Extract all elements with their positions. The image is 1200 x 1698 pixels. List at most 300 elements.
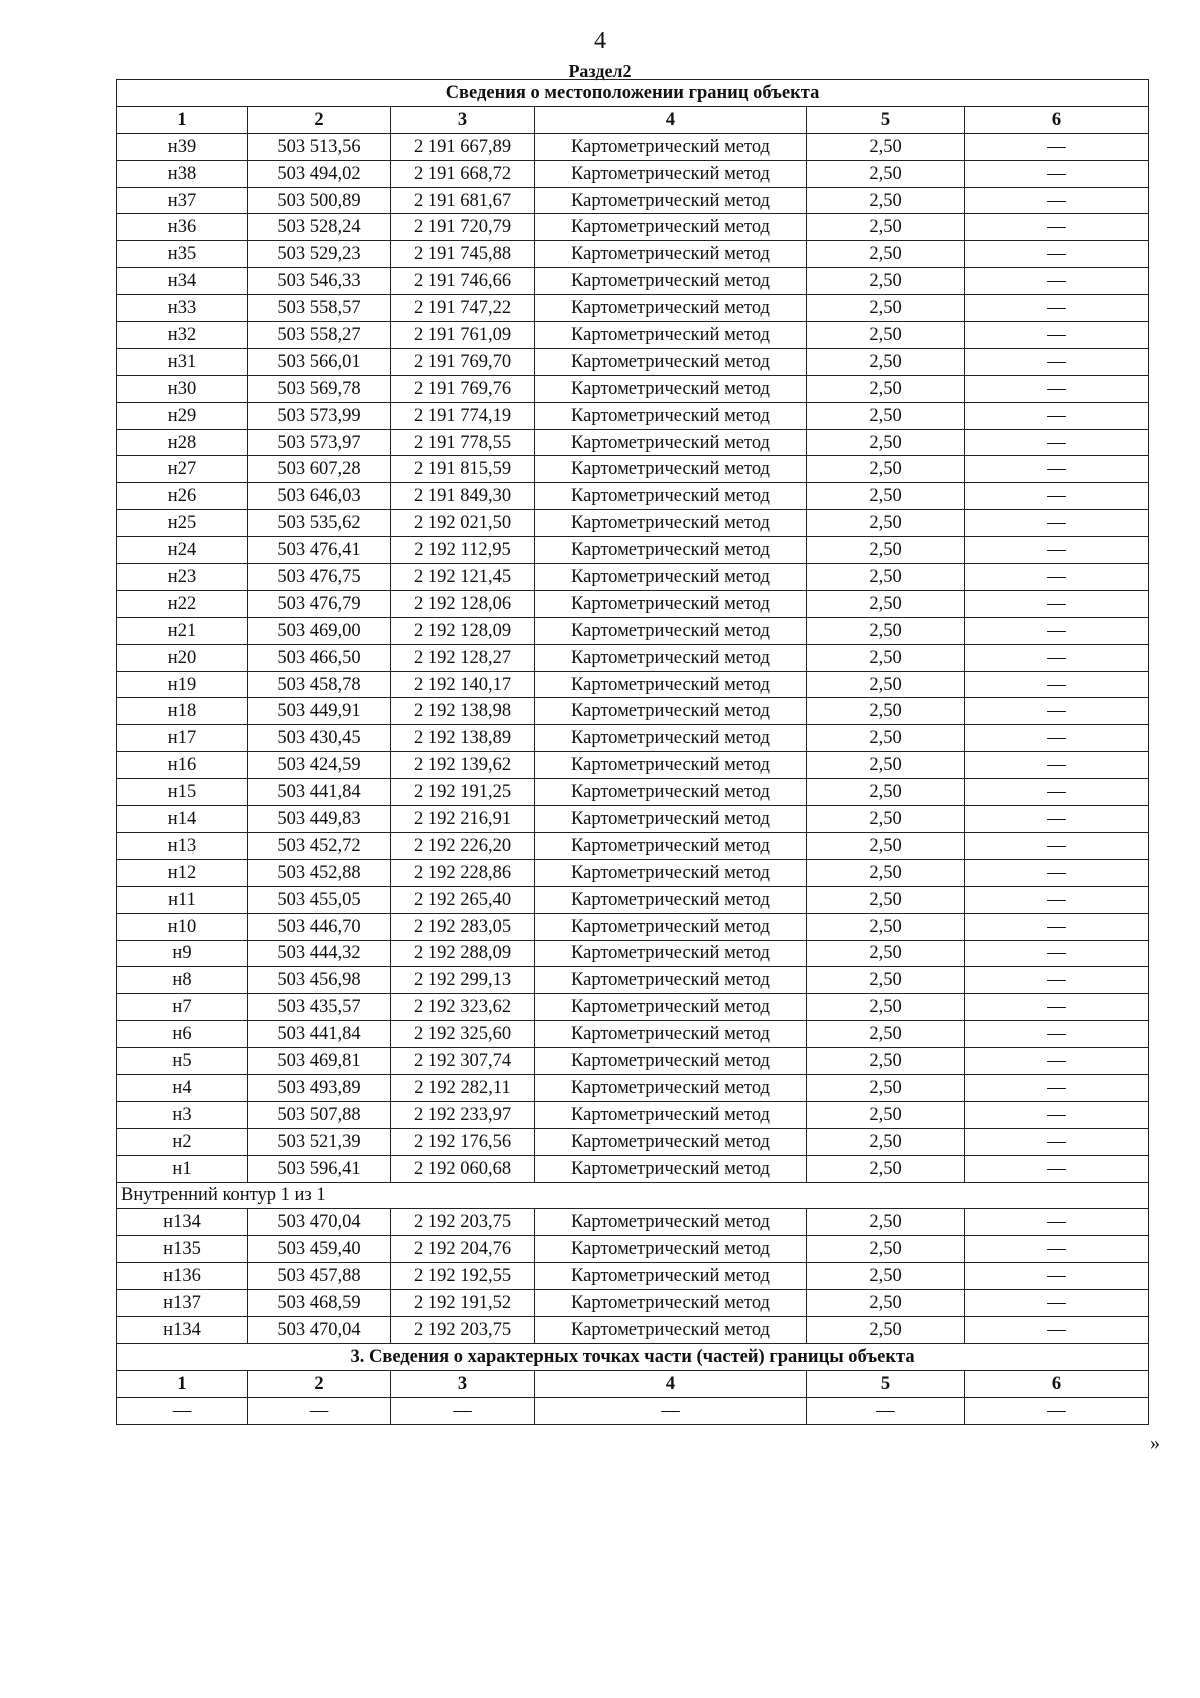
x-coordinate-cell: 503 528,24 (248, 214, 391, 241)
method-cell: Картометрический метод (535, 375, 807, 402)
accuracy-cell: 2,50 (807, 832, 965, 859)
method-cell: Картометрический метод (535, 322, 807, 349)
accuracy-cell: 2,50 (807, 1074, 965, 1101)
method-cell: Картометрический метод (535, 1048, 807, 1075)
y-coordinate-cell: 2 191 668,72 (391, 160, 535, 187)
accuracy-cell: 2,50 (807, 1209, 965, 1236)
method-cell: Картометрический метод (535, 671, 807, 698)
point-cell: н8 (117, 967, 248, 994)
note-cell: — (965, 886, 1149, 913)
table-row (117, 859, 1149, 886)
accuracy-cell: 2,50 (807, 779, 965, 806)
point-cell: н3 (117, 1101, 248, 1128)
x-coordinate-cell: 503 458,78 (248, 671, 391, 698)
y-coordinate-cell: 2 192 282,11 (391, 1074, 535, 1101)
y-coordinate-cell: 2 191 681,67 (391, 187, 535, 214)
table-row (117, 268, 1149, 295)
x-coordinate-cell: 503 558,57 (248, 295, 391, 322)
accuracy-cell: 2,50 (807, 160, 965, 187)
inner-contour-row (117, 1182, 1149, 1209)
note-cell: — (965, 295, 1149, 322)
table-row (117, 913, 1149, 940)
x-coordinate-cell: 503 493,89 (248, 1074, 391, 1101)
table-row (117, 1048, 1149, 1075)
note-cell: — (965, 1128, 1149, 1155)
accuracy-cell: 2,50 (807, 348, 965, 375)
y-coordinate-cell: 2 192 191,25 (391, 779, 535, 806)
y-coordinate-cell: 2 192 216,91 (391, 806, 535, 833)
part-caption: 3. Сведения о характерных точках части (частей) границы объекта (117, 1343, 1149, 1370)
y-coordinate-cell: 2 192 138,89 (391, 725, 535, 752)
table-row (117, 1074, 1149, 1101)
x-coordinate-cell: 503 469,00 (248, 617, 391, 644)
x-coordinate-cell: 503 507,88 (248, 1101, 391, 1128)
method-cell: Картометрический метод (535, 644, 807, 671)
part-empty-row (117, 1397, 1149, 1424)
method-cell: Картометрический метод (535, 752, 807, 779)
column-header: 4 (535, 106, 807, 133)
note-cell: — (965, 967, 1149, 994)
y-coordinate-cell: 2 191 815,59 (391, 456, 535, 483)
table-row (117, 429, 1149, 456)
point-cell: н12 (117, 859, 248, 886)
table-row (117, 644, 1149, 671)
note-cell: — (965, 1290, 1149, 1317)
y-coordinate-cell: 2 192 112,95 (391, 537, 535, 564)
point-cell: н137 (117, 1290, 248, 1317)
y-coordinate-cell: 2 192 128,27 (391, 644, 535, 671)
y-coordinate-cell: 2 192 140,17 (391, 671, 535, 698)
point-cell: н13 (117, 832, 248, 859)
table-row (117, 483, 1149, 510)
note-cell: — (965, 456, 1149, 483)
note-cell: — (965, 806, 1149, 833)
method-cell: Картометрический метод (535, 1101, 807, 1128)
note-cell: — (965, 644, 1149, 671)
note-cell: — (965, 1236, 1149, 1263)
accuracy-cell: 2,50 (807, 913, 965, 940)
x-coordinate-cell: 503 444,32 (248, 940, 391, 967)
method-cell: Картометрический метод (535, 806, 807, 833)
y-coordinate-cell: 2 192 226,20 (391, 832, 535, 859)
accuracy-cell: 2,50 (807, 994, 965, 1021)
accuracy-cell: 2,50 (807, 671, 965, 698)
y-coordinate-cell: 2 192 228,86 (391, 859, 535, 886)
x-coordinate-cell: 503 535,62 (248, 510, 391, 537)
note-cell: — (965, 214, 1149, 241)
point-cell: н17 (117, 725, 248, 752)
y-coordinate-cell: 2 192 325,60 (391, 1021, 535, 1048)
table-row (117, 564, 1149, 591)
accuracy-cell: 2,50 (807, 644, 965, 671)
accuracy-cell: 2,50 (807, 402, 965, 429)
x-coordinate-cell: 503 424,59 (248, 752, 391, 779)
accuracy-cell: 2,50 (807, 564, 965, 591)
y-coordinate-cell: 2 192 203,75 (391, 1209, 535, 1236)
closing-quote: » (1150, 1432, 1160, 1454)
accuracy-cell: 2,50 (807, 752, 965, 779)
x-coordinate-cell: 503 470,04 (248, 1316, 391, 1343)
accuracy-cell: 2,50 (807, 1048, 965, 1075)
x-coordinate-cell: 503 529,23 (248, 241, 391, 268)
point-cell: н135 (117, 1236, 248, 1263)
method-cell: Картометрический метод (535, 456, 807, 483)
accuracy-cell: 2,50 (807, 268, 965, 295)
point-cell: н34 (117, 268, 248, 295)
x-coordinate-cell: 503 546,33 (248, 268, 391, 295)
accuracy-cell: 2,50 (807, 1290, 965, 1317)
method-cell: Картометрический метод (535, 564, 807, 591)
table-row (117, 1155, 1149, 1182)
table-row (117, 806, 1149, 833)
y-coordinate-cell: 2 191 769,76 (391, 375, 535, 402)
accuracy-cell: 2,50 (807, 1101, 965, 1128)
point-cell: н27 (117, 456, 248, 483)
column-header: 4 (535, 1370, 807, 1397)
point-cell: н15 (117, 779, 248, 806)
method-cell: Картометрический метод (535, 133, 807, 160)
column-header: 1 (117, 1370, 248, 1397)
y-coordinate-cell: 2 191 849,30 (391, 483, 535, 510)
table-row (117, 698, 1149, 725)
note-cell: — (965, 322, 1149, 349)
y-coordinate-cell: 2 191 778,55 (391, 429, 535, 456)
table-row (117, 133, 1149, 160)
y-coordinate-cell: 2 192 299,13 (391, 967, 535, 994)
note-cell: — (965, 1074, 1149, 1101)
empty-cell: — (391, 1397, 535, 1424)
column-header: 6 (965, 106, 1149, 133)
y-coordinate-cell: 2 191 747,22 (391, 295, 535, 322)
accuracy-cell: 2,50 (807, 483, 965, 510)
table-row (117, 832, 1149, 859)
table-row (117, 187, 1149, 214)
table-row (117, 1128, 1149, 1155)
x-coordinate-cell: 503 607,28 (248, 456, 391, 483)
table-row (117, 375, 1149, 402)
y-coordinate-cell: 2 191 667,89 (391, 133, 535, 160)
accuracy-cell: 2,50 (807, 967, 965, 994)
point-cell: н16 (117, 752, 248, 779)
note-cell: — (965, 1316, 1149, 1343)
note-cell: — (965, 617, 1149, 644)
point-cell: н24 (117, 537, 248, 564)
note-cell: — (965, 241, 1149, 268)
table-row (117, 1101, 1149, 1128)
accuracy-cell: 2,50 (807, 375, 965, 402)
method-cell: Картометрический метод (535, 886, 807, 913)
y-coordinate-cell: 2 191 745,88 (391, 241, 535, 268)
x-coordinate-cell: 503 476,79 (248, 590, 391, 617)
method-cell: Картометрический метод (535, 214, 807, 241)
accuracy-cell: 2,50 (807, 1021, 965, 1048)
note-cell: — (965, 348, 1149, 375)
accuracy-cell: 2,50 (807, 295, 965, 322)
y-coordinate-cell: 2 192 192,55 (391, 1263, 535, 1290)
x-coordinate-cell: 503 573,97 (248, 429, 391, 456)
note-cell: — (965, 537, 1149, 564)
y-coordinate-cell: 2 192 283,05 (391, 913, 535, 940)
point-cell: н38 (117, 160, 248, 187)
point-cell: н32 (117, 322, 248, 349)
point-cell: н33 (117, 295, 248, 322)
note-cell: — (965, 779, 1149, 806)
y-coordinate-cell: 2 191 774,19 (391, 402, 535, 429)
accuracy-cell: 2,50 (807, 859, 965, 886)
method-cell: Картометрический метод (535, 160, 807, 187)
method-cell: Картометрический метод (535, 617, 807, 644)
table-caption-row (117, 80, 1149, 107)
accuracy-cell: 2,50 (807, 1155, 965, 1182)
note-cell: — (965, 698, 1149, 725)
x-coordinate-cell: 503 459,40 (248, 1236, 391, 1263)
page-number: 4 (594, 28, 606, 54)
method-cell: Картометрический метод (535, 913, 807, 940)
table-row (117, 725, 1149, 752)
x-coordinate-cell: 503 521,39 (248, 1128, 391, 1155)
y-coordinate-cell: 2 192 021,50 (391, 510, 535, 537)
empty-cell: — (117, 1397, 248, 1424)
column-header: 2 (248, 1370, 391, 1397)
x-coordinate-cell: 503 441,84 (248, 1021, 391, 1048)
boundary-coordinates-table (116, 79, 1149, 1425)
table-row (117, 590, 1149, 617)
note-cell: — (965, 913, 1149, 940)
point-cell: н35 (117, 241, 248, 268)
method-cell: Картометрический метод (535, 241, 807, 268)
section-title: Раздел2 (568, 61, 632, 81)
y-coordinate-cell: 2 192 139,62 (391, 752, 535, 779)
note-cell: — (965, 429, 1149, 456)
note-cell: — (965, 1155, 1149, 1182)
point-cell: н10 (117, 913, 248, 940)
empty-cell: — (807, 1397, 965, 1424)
note-cell: — (965, 752, 1149, 779)
inner-contour-label: Внутренний контур 1 из 1 (117, 1182, 1149, 1209)
note-cell: — (965, 1101, 1149, 1128)
x-coordinate-cell: 503 430,45 (248, 725, 391, 752)
method-cell: Картометрический метод (535, 295, 807, 322)
point-cell: н23 (117, 564, 248, 591)
point-cell: н30 (117, 375, 248, 402)
x-coordinate-cell: 503 446,70 (248, 913, 391, 940)
point-cell: н25 (117, 510, 248, 537)
accuracy-cell: 2,50 (807, 806, 965, 833)
note-cell: — (965, 564, 1149, 591)
y-coordinate-cell: 2 192 307,74 (391, 1048, 535, 1075)
accuracy-cell: 2,50 (807, 537, 965, 564)
y-coordinate-cell: 2 192 233,97 (391, 1101, 535, 1128)
table-row (117, 671, 1149, 698)
method-cell: Картометрический метод (535, 1263, 807, 1290)
y-coordinate-cell: 2 192 204,76 (391, 1236, 535, 1263)
method-cell: Картометрический метод (535, 1236, 807, 1263)
table-row (117, 1236, 1149, 1263)
point-cell: н20 (117, 644, 248, 671)
table-row (117, 295, 1149, 322)
note-cell: — (965, 1048, 1149, 1075)
point-cell: н7 (117, 994, 248, 1021)
point-cell: н6 (117, 1021, 248, 1048)
accuracy-cell: 2,50 (807, 214, 965, 241)
method-cell: Картометрический метод (535, 348, 807, 375)
table-row (117, 510, 1149, 537)
point-cell: н37 (117, 187, 248, 214)
table-row (117, 940, 1149, 967)
method-cell: Картометрический метод (535, 402, 807, 429)
y-coordinate-cell: 2 192 265,40 (391, 886, 535, 913)
point-cell: н134 (117, 1209, 248, 1236)
table-row (117, 402, 1149, 429)
x-coordinate-cell: 503 476,41 (248, 537, 391, 564)
accuracy-cell: 2,50 (807, 429, 965, 456)
table-row (117, 241, 1149, 268)
method-cell: Картометрический метод (535, 537, 807, 564)
method-cell: Картометрический метод (535, 859, 807, 886)
accuracy-cell: 2,50 (807, 1128, 965, 1155)
point-cell: н2 (117, 1128, 248, 1155)
accuracy-cell: 2,50 (807, 187, 965, 214)
column-header: 3 (391, 1370, 535, 1397)
accuracy-cell: 2,50 (807, 133, 965, 160)
table-row (117, 779, 1149, 806)
note-cell: — (965, 671, 1149, 698)
point-cell: н134 (117, 1316, 248, 1343)
method-cell: Картометрический метод (535, 698, 807, 725)
table-row (117, 994, 1149, 1021)
accuracy-cell: 2,50 (807, 1263, 965, 1290)
column-header: 6 (965, 1370, 1149, 1397)
method-cell: Картометрический метод (535, 1209, 807, 1236)
method-cell: Картометрический метод (535, 590, 807, 617)
point-cell: н29 (117, 402, 248, 429)
empty-cell: — (535, 1397, 807, 1424)
x-coordinate-cell: 503 468,59 (248, 1290, 391, 1317)
point-cell: н1 (117, 1155, 248, 1182)
table-row (117, 348, 1149, 375)
x-coordinate-cell: 503 569,78 (248, 375, 391, 402)
x-coordinate-cell: 503 470,04 (248, 1209, 391, 1236)
x-coordinate-cell: 503 646,03 (248, 483, 391, 510)
x-coordinate-cell: 503 558,27 (248, 322, 391, 349)
y-coordinate-cell: 2 192 121,45 (391, 564, 535, 591)
point-cell: н19 (117, 671, 248, 698)
table-row (117, 456, 1149, 483)
empty-cell: — (965, 1397, 1149, 1424)
method-cell: Картометрический метод (535, 510, 807, 537)
accuracy-cell: 2,50 (807, 940, 965, 967)
y-coordinate-cell: 2 192 128,09 (391, 617, 535, 644)
x-coordinate-cell: 503 452,72 (248, 832, 391, 859)
accuracy-cell: 2,50 (807, 456, 965, 483)
x-coordinate-cell: 503 455,05 (248, 886, 391, 913)
note-cell: — (965, 402, 1149, 429)
point-cell: н5 (117, 1048, 248, 1075)
method-cell: Картометрический метод (535, 1316, 807, 1343)
table-row (117, 1316, 1149, 1343)
y-coordinate-cell: 2 191 769,70 (391, 348, 535, 375)
point-cell: н31 (117, 348, 248, 375)
point-cell: н136 (117, 1263, 248, 1290)
table-row (117, 537, 1149, 564)
note-cell: — (965, 859, 1149, 886)
note-cell: — (965, 940, 1149, 967)
column-header: 3 (391, 106, 535, 133)
y-coordinate-cell: 2 192 138,98 (391, 698, 535, 725)
column-header: 2 (248, 106, 391, 133)
y-coordinate-cell: 2 192 288,09 (391, 940, 535, 967)
method-cell: Картометрический метод (535, 1128, 807, 1155)
table-row (117, 886, 1149, 913)
note-cell: — (965, 133, 1149, 160)
x-coordinate-cell: 503 513,56 (248, 133, 391, 160)
table-row (117, 322, 1149, 349)
column-header-row (117, 106, 1149, 133)
note-cell: — (965, 375, 1149, 402)
point-cell: н18 (117, 698, 248, 725)
method-cell: Картометрический метод (535, 1290, 807, 1317)
accuracy-cell: 2,50 (807, 322, 965, 349)
point-cell: н14 (117, 806, 248, 833)
x-coordinate-cell: 503 457,88 (248, 1263, 391, 1290)
accuracy-cell: 2,50 (807, 1316, 965, 1343)
accuracy-cell: 2,50 (807, 617, 965, 644)
method-cell: Картометрический метод (535, 832, 807, 859)
accuracy-cell: 2,50 (807, 886, 965, 913)
empty-cell: — (248, 1397, 391, 1424)
x-coordinate-cell: 503 566,01 (248, 348, 391, 375)
table-row (117, 214, 1149, 241)
table-row (117, 1021, 1149, 1048)
point-cell: н11 (117, 886, 248, 913)
method-cell: Картометрический метод (535, 1074, 807, 1101)
table-body (117, 80, 1149, 1425)
column-header: 1 (117, 106, 248, 133)
table-row (117, 1290, 1149, 1317)
method-cell: Картометрический метод (535, 779, 807, 806)
x-coordinate-cell: 503 435,57 (248, 994, 391, 1021)
accuracy-cell: 2,50 (807, 1236, 965, 1263)
point-cell: н9 (117, 940, 248, 967)
point-cell: н36 (117, 214, 248, 241)
x-coordinate-cell: 503 466,50 (248, 644, 391, 671)
table-caption: Сведения о местоположении границ объекта (117, 80, 1149, 107)
point-cell: н21 (117, 617, 248, 644)
table-row (117, 967, 1149, 994)
y-coordinate-cell: 2 192 323,62 (391, 994, 535, 1021)
x-coordinate-cell: 503 469,81 (248, 1048, 391, 1075)
x-coordinate-cell: 503 449,83 (248, 806, 391, 833)
table-row (117, 1263, 1149, 1290)
accuracy-cell: 2,50 (807, 698, 965, 725)
note-cell: — (965, 187, 1149, 214)
y-coordinate-cell: 2 191 746,66 (391, 268, 535, 295)
method-cell: Картометрический метод (535, 994, 807, 1021)
note-cell: — (965, 590, 1149, 617)
method-cell: Картометрический метод (535, 1155, 807, 1182)
part-caption-row (117, 1343, 1149, 1370)
point-cell: н4 (117, 1074, 248, 1101)
table-row (117, 1209, 1149, 1236)
method-cell: Картометрический метод (535, 268, 807, 295)
x-coordinate-cell: 503 596,41 (248, 1155, 391, 1182)
method-cell: Картометрический метод (535, 187, 807, 214)
y-coordinate-cell: 2 192 203,75 (391, 1316, 535, 1343)
note-cell: — (965, 483, 1149, 510)
x-coordinate-cell: 503 441,84 (248, 779, 391, 806)
table-row (117, 617, 1149, 644)
column-header: 5 (807, 1370, 965, 1397)
